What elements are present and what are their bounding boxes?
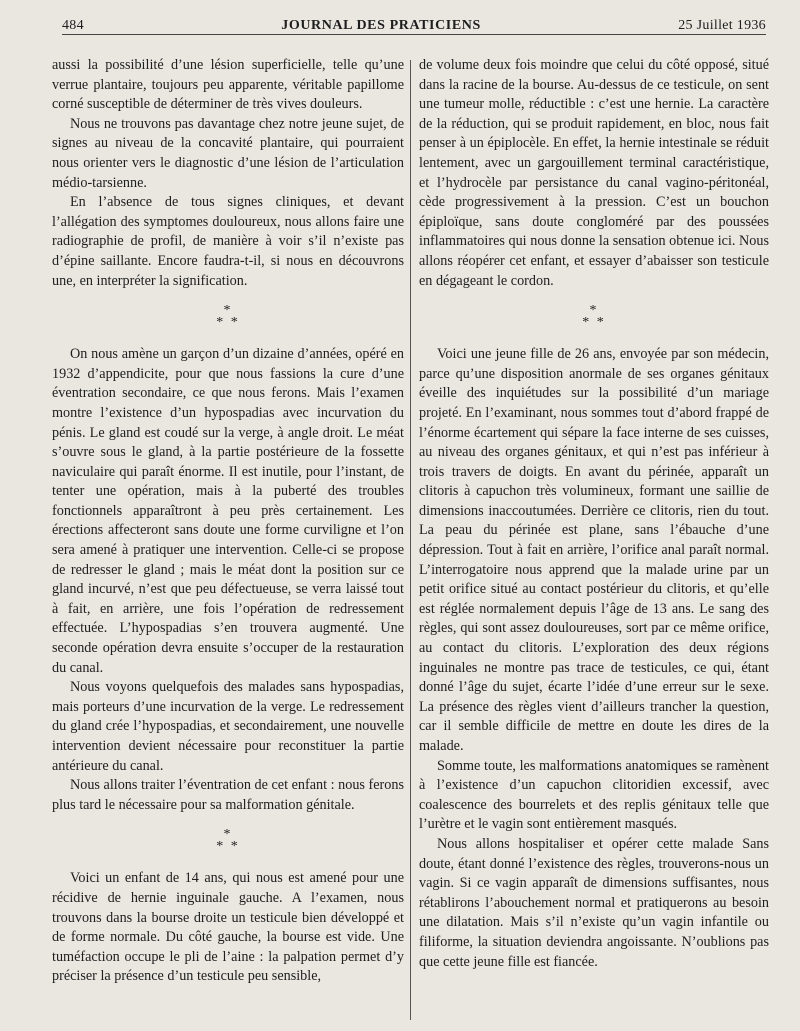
page-number: 484 [62,18,84,33]
section-separator: * * * [216,827,240,855]
page-header [62,12,766,35]
paragraph: Voici un enfant de 14 ans, qui nous est amené pour une récidive de hernie inguinale gauche. A l’examen, nous trouvons dans la bourse droite un testicule bien développé et de forme normale. Du côté gauche, la bourse est vide. Une tuméfaction occupe le pli de l’aine : la palpation permet d’y préciser la présence d’un testicule peu sensible, [52,870,404,985]
journal-title: JOURNAL DES PRATICIENS [281,18,481,33]
section-separator: * * * [582,303,606,331]
paragraph: Nous voyons quelquefois des malades sans hypospadias, mais porteurs d’une incurvation de la verge. Le redressement du gland crée l’hypospadias, et secondairement, une nouvelle intervention devient nécessaire pour reconstituer la partie antérieure du canal. [52,679,404,774]
paragraph: aussi la possibilité d’une lésion superficielle, telle qu’une verrue plantaire, toujours peu apparente, véritable papillome corné susceptible de déterminer de très vives douleurs. [52,57,404,113]
issue-date: 25 Juillet 1936 [678,18,766,33]
paragraph: Nous allons hospitaliser et opérer cette malade Sans doute, étant donné l’existence des règles, trouverons-nous un vagin. Si ce vagin apparaît de dimensions suffisantes, nous rétablirons l’abouchement normal et pratiquerons au besoin une dilatation. Mais s’il n’existe qu’un vagin infantile ou filiforme, la situation deviendra angoissante. N’oublions pas que cette jeune fille est fiancée. [419,835,769,970]
paragraph: de volume deux fois moindre que celui du côté opposé, situé dans la racine de la bourse. Au-dessus de ce testicule, on sent une tumeur molle, réductible : c’est une hernie. La caractère de la réduction, qui se produit rapidement, en bloc, nous fait penser à un épiplocèle. En effet, la hernie intestinale se réduit lentement, avec un gargouillement terminal caractéristique, et l’hydrocèle par persistance du canal vagino-péritonéal, cède progressivement à la pression. C’est un bouchon épiploïque, sans doute congloméré par des poussées inflammatoires qui nous donne la sensation obtenue ici. Nous allons réopérer cet enfant, et essayer d’abaisser son testicule en dégageant le cordon. [419,57,769,289]
paragraph: On nous amène un garçon d’un dizaine d’années, opéré en 1932 d’appendicite, pour que nous fassions la cure d’une éventration secondaire, ce que nous ferons. Mais l’examen montre l’existence d’un hypospadias avec incurvation du pénis. Le gland est coudé sur la verge, à angle droit. Le méat s’ouvre sous le gland, à la partie postérieure de la fossette naviculaire qui paraît énorme. Il est inutile, pour l’instant, de tenter une opération, mais à la puberté des troubles fonctionnels apparaîtront à peu près certainement. Les érections affecteront sans doute une forme curviligne et l’on sera amené à pratiquer une intervention. Celle-ci se propose de redresser le gland ; mais le méat dont la position sur ce gland incurvé, n’est que peu défectueuse, se verra laissé tout à fait, en arrière, une fois l’opération de redressement effectuée. L’hypospadias s’en trouvera augmenté. Une seconde opération devra ensuite s’occuper de la restauration du canal. [52,346,404,676]
two-column-body [52,56,780,1016]
paragraph: En l’absence de tous signes cliniques, et devant l’allégation des symptomes douloureux, nous allons faire une radiographie de profil, de manière à voir s’il n’existe pas d’épine saillante. Encore faudra-t-il, si nous en découvrons une, en interpréter la signification. [52,194,404,289]
section-separator: * * * [216,303,240,331]
paragraph: Somme toute, les malformations anatomiques se ramènent à l’existence d’un capuchon clitoridien excessif, avec coalescence des bourrelets et des replis génitaux telle que l’urètre et le vagin sont entièrement masqués. [419,757,769,833]
paragraph: Voici une jeune fille de 26 ans, envoyée par son médecin, parce qu’une disposition anormale de ses organes génitaux éveille des inquiétudes sur la possibilité d’un mariage projeté. En l’examinant, nous sommes tout d’abord frappé de l’énorme écartement qui sépare la face interne de ses cuisses, au niveau des organes génitaux, et qui n’est pas inférieur à trois travers de doigts. En avant du périnée, apparaît un clitoris à capuchon très volumineux, formant une saillie de dimensions inaccoutumées. Derrière ce clitoris, rien du tout. La peau du périnée est plane, sans l’ébauche d’une dépression. Tout à fait en arrière, l’orifice anal paraît normal. L’interrogatoire nous apprend que la malade urine par un petit orifice situé au contact postérieur du clitoris, et qu’elle est réglée normalement depuis l’âge de 13 ans. Le sang des règles, qui sont assez douloureuses, sort par ce même orifice, au contact du clitoris. L’exploration des deux régions inguinales ne montre pas trace de testicules, ce qui, étant donné l’âge du sujet, écarte l’idée d’une erreur sur le sexe. La présence des règles vient d’ailleurs trancher la question, car il semble difficile de mettre en doute les dires de la malade. [419,346,769,754]
left-column [52,56,410,1016]
paragraph: Nous allons traiter l’éventration de cet enfant : nous ferons plus tard le nécessaire pour sa malformation génitale. [52,777,404,813]
right-column [411,56,769,1016]
paragraph: Nous ne trouvons pas davantage chez notre jeune sujet, de signes au niveau de la concavité plantaire, qui pourraient nous orienter vers le diagnostic d’une lésion de l’articulation médio-tarsienne. [52,115,404,191]
